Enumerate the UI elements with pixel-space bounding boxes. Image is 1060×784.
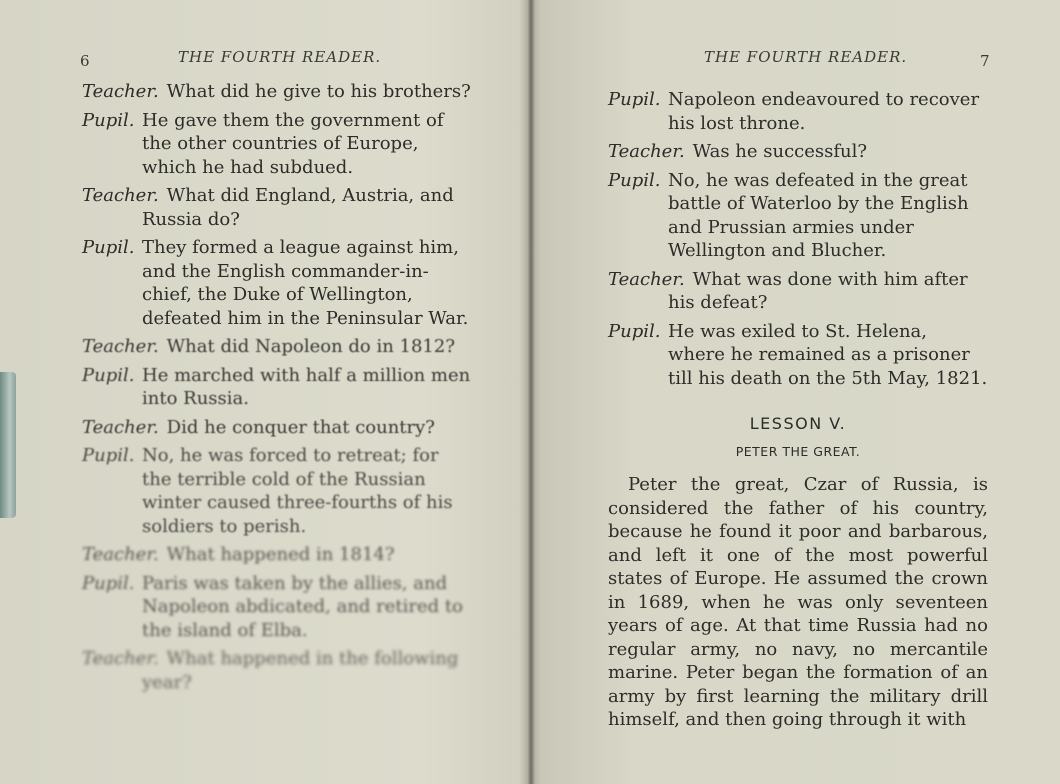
- speaker-label: Pupil.: [608, 320, 661, 342]
- page-number: 7: [980, 52, 990, 70]
- pupil-line: [608, 169, 988, 263]
- pupil-line: [82, 572, 472, 643]
- speaker-label: Pupil.: [82, 237, 135, 258]
- line-text: Did he conquer that country?: [166, 416, 435, 438]
- pupil-line: [82, 236, 472, 330]
- line-text: What did England, Austria, and Russia do?: [142, 185, 454, 230]
- teacher-line: [608, 140, 988, 164]
- line-text: What was done with him after his defeat?: [668, 268, 968, 313]
- page-number: 6: [80, 52, 90, 70]
- speaker-label: Pupil.: [82, 572, 135, 594]
- line-text: No, he was defeated in the great battle of Waterloo by the English and Prussian armies under Wellington and Blucher.: [668, 169, 969, 261]
- speaker-label: Pupil.: [608, 89, 661, 110]
- teacher-line: [82, 184, 472, 231]
- line-text: He gave them the government of the other countries of Europe, which he had subdued.: [142, 109, 444, 178]
- speaker-label: Teacher.: [608, 141, 685, 162]
- running-header: THE FOURTH READER.: [704, 48, 908, 66]
- teacher-line: [82, 543, 472, 567]
- line-text: What did Napoleon do in 1812?: [166, 336, 455, 357]
- lesson-paragraph: Peter the great, Czar of Russia, is considered the father of his country, because he found it poor and barbarous, and left it one of the most powerful states of Europe. He assumed the crown in 1689, when he was only seventeen years of age. At that time Russia had no regular army, no navy, no mercantile marine. Peter began the formation of an army by first learning the military drill himself, and then going through it with: [608, 474, 988, 730]
- line-text: No, he was forced to retreat; for the terrible cold of the Russian winter caused three-fourths of his soldiers to perish.: [142, 445, 453, 537]
- speaker-label: Teacher.: [82, 336, 159, 357]
- speaker-label: Pupil.: [608, 169, 661, 191]
- dialogue-text: [82, 80, 472, 699]
- pupil-line: [82, 109, 472, 180]
- speaker-label: Teacher.: [82, 185, 159, 206]
- pupil-line: [82, 364, 472, 411]
- lesson-subtitle: PETER THE GREAT.: [735, 443, 861, 459]
- teacher-line: [608, 268, 988, 315]
- line-text: Paris was taken by the allies, and Napoleon abdicated, and retired to the island of Elba.: [142, 572, 463, 641]
- lesson-title: LESSON V.: [749, 414, 847, 433]
- teacher-line: [82, 335, 472, 359]
- pupil-line: [82, 444, 472, 538]
- line-text: What happened in 1814?: [166, 544, 395, 565]
- speaker-label: Teacher.: [82, 81, 159, 102]
- right-page: [532, 0, 1060, 784]
- speaker-label: Pupil.: [82, 445, 135, 466]
- pupil-line: [608, 88, 988, 135]
- speaker-label: Pupil.: [82, 109, 135, 131]
- teacher-line: [82, 416, 472, 440]
- speaker-label: Teacher.: [608, 268, 685, 290]
- speaker-label: Teacher.: [82, 416, 159, 438]
- line-text: Was he successful?: [692, 141, 868, 162]
- speaker-label: Teacher.: [82, 648, 159, 669]
- speaker-label: Teacher.: [82, 544, 159, 565]
- running-header: THE FOURTH READER.: [178, 48, 382, 66]
- dialogue-text: [608, 88, 988, 732]
- line-text: What did he give to his brothers?: [166, 81, 471, 102]
- line-text: Napoleon endeavoured to recover his lost throne.: [668, 89, 980, 134]
- teacher-line: [82, 80, 472, 104]
- line-text: He was exiled to St. Helena, where he remained as a prisoner till his death on the 5th May, 1821.: [668, 320, 988, 389]
- pupil-line: [608, 320, 988, 391]
- line-text: What happened in the following year?: [142, 648, 459, 693]
- line-text: He marched with half a million men into Russia.: [142, 364, 471, 409]
- teacher-line: [82, 647, 472, 694]
- line-text: They formed a league against him, and the English commander-in-chief, the Duke of Wellington, defeated him in the Peninsular War.: [142, 237, 469, 329]
- speaker-label: Pupil.: [82, 364, 135, 386]
